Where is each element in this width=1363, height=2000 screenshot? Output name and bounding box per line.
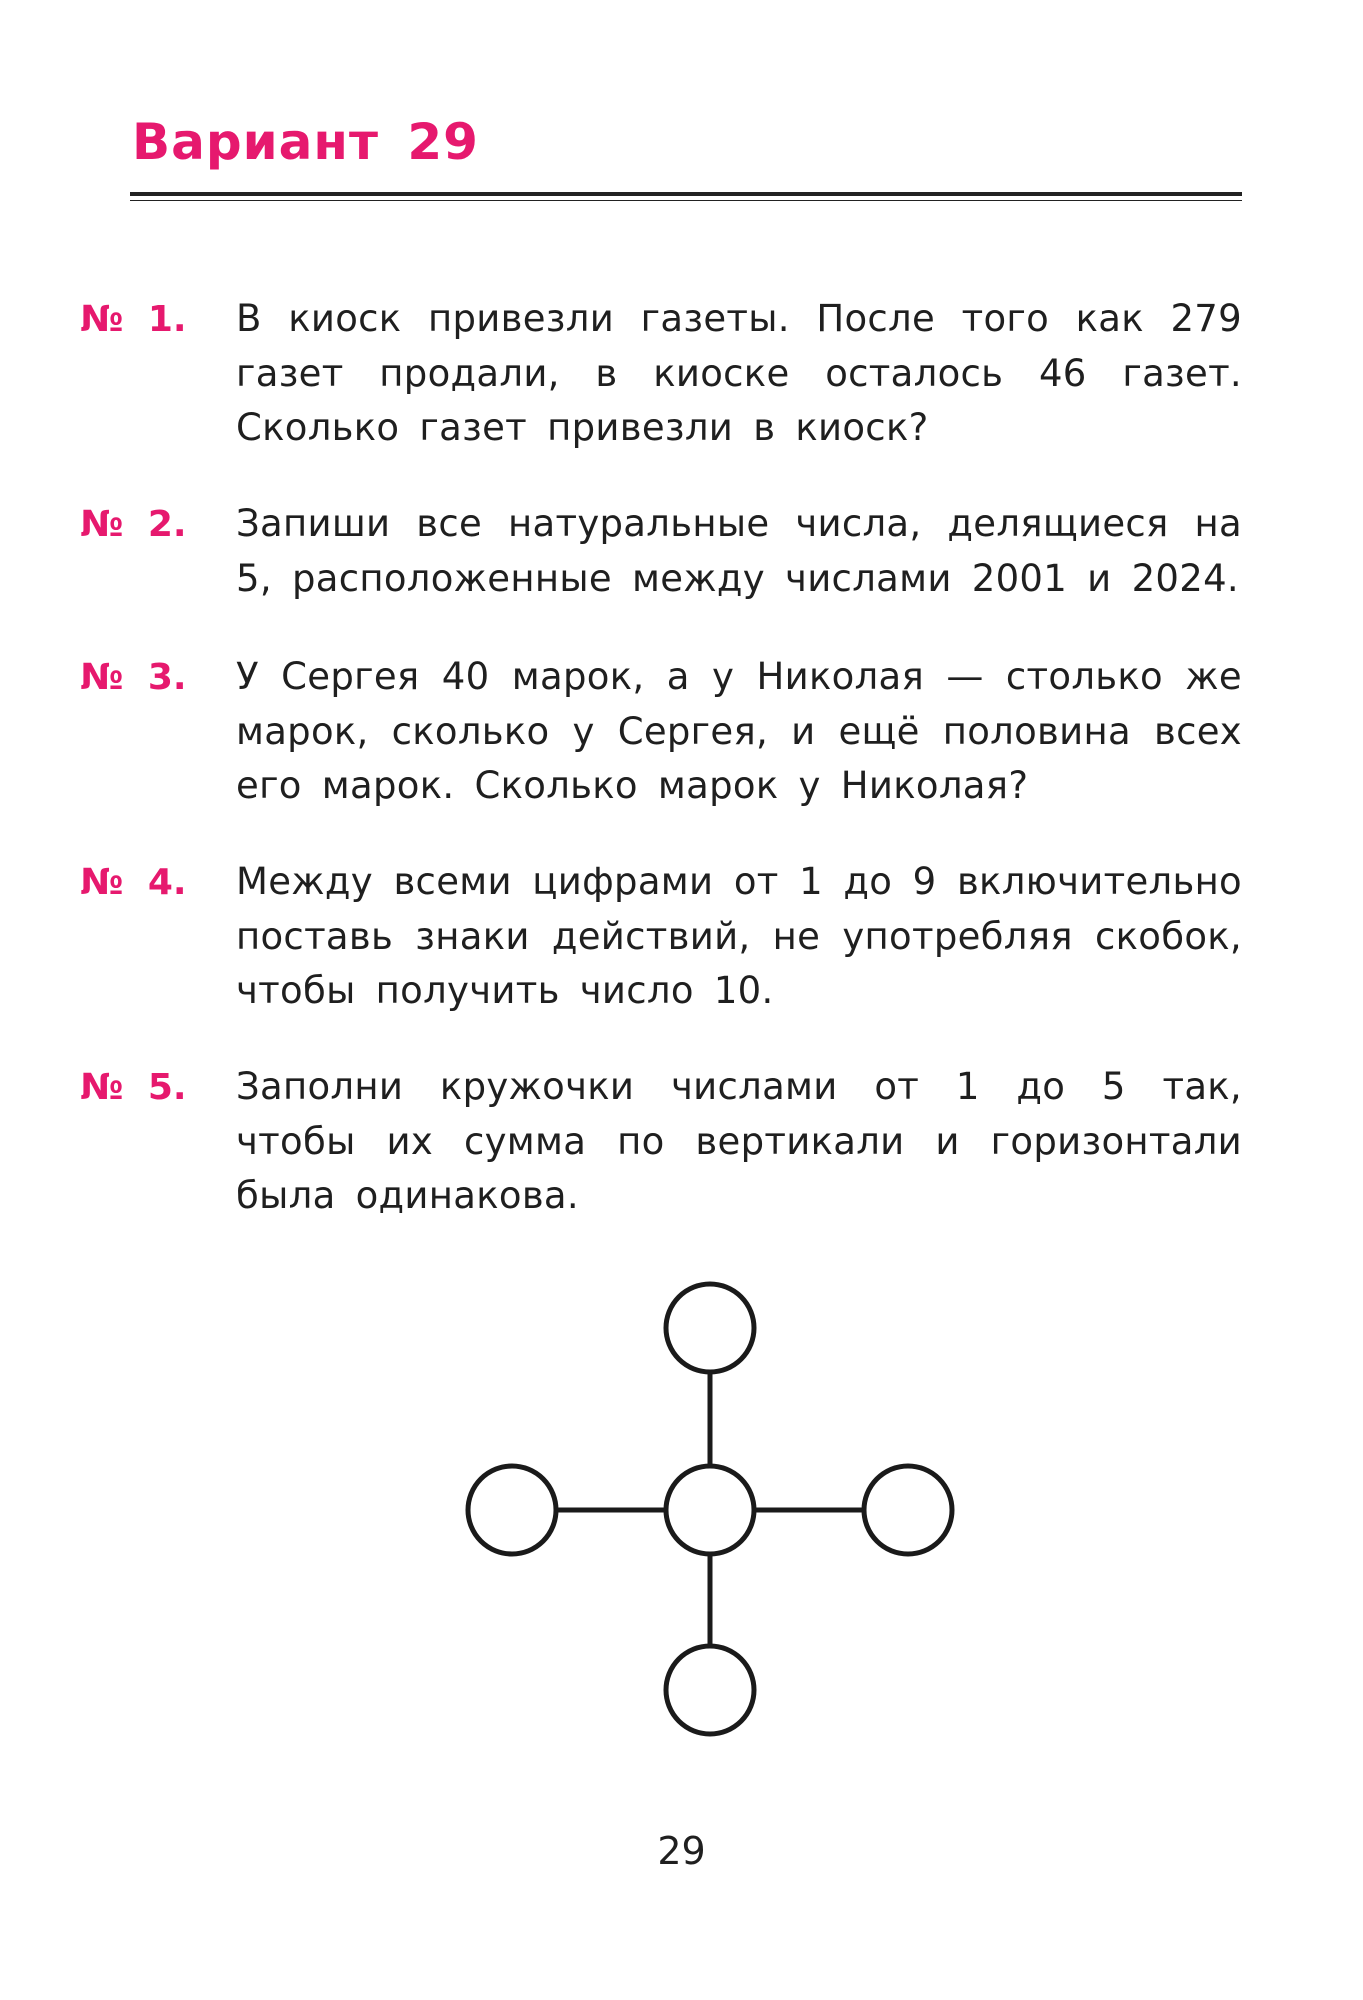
answer-circle-bottom[interactable] bbox=[666, 1646, 754, 1734]
task-text: В киоск привезли газеты. После того как 279 газет продали, в киоске осталось 46 газет. Сколько газет привезли в киоск? bbox=[236, 297, 1242, 449]
task-number: № 4. bbox=[80, 862, 187, 903]
page-number: 29 bbox=[657, 1829, 706, 1873]
page-title: Вариант 29 bbox=[132, 113, 479, 171]
task-text: Заполни кружочки числами от 1 до 5 так, чтобы их сумма по вертикали и горизонтали была одинакова. bbox=[236, 1065, 1242, 1217]
task-text: Между всеми цифрами от 1 до 9 включительно поставь знаки действий, не употребляя скобок, чтобы получить число 10. bbox=[236, 860, 1242, 1012]
answer-circle-top[interactable] bbox=[666, 1284, 754, 1372]
task-number: № 2. bbox=[80, 504, 187, 545]
task-number: № 3. bbox=[80, 657, 187, 698]
title-underline-thick bbox=[130, 192, 1242, 196]
task-text: Запиши все натуральные числа, делящиеся на 5, расположенные между числами 2001 и 2024. bbox=[236, 502, 1242, 600]
task-number: № 1. bbox=[80, 299, 187, 340]
answer-circle-center[interactable] bbox=[666, 1466, 754, 1554]
title-underline-thin bbox=[130, 200, 1242, 201]
answer-circle-right[interactable] bbox=[864, 1466, 952, 1554]
task-text: У Сергея 40 марок, а у Николая — столько же марок, сколько у Сергея, и ещё половина всех его марок. Сколько марок у Николая? bbox=[236, 655, 1242, 807]
answer-circle-left[interactable] bbox=[468, 1466, 556, 1554]
task-number: № 5. bbox=[80, 1067, 187, 1108]
